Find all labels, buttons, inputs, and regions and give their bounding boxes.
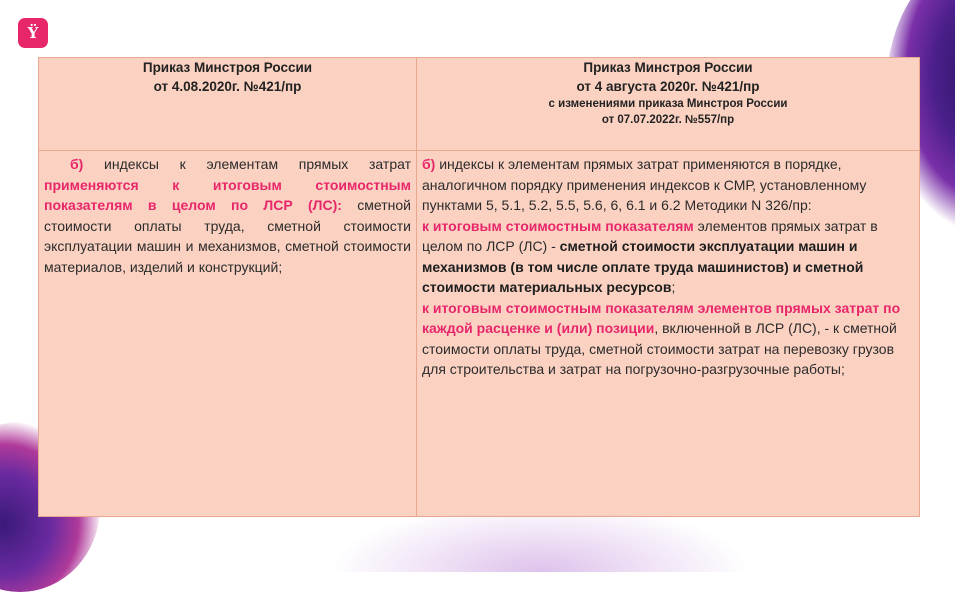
logo-icon — [18, 18, 48, 48]
right-header-line2: от 4 августа 2020г. №421/пр — [576, 79, 760, 94]
right-body-cell — [417, 151, 920, 517]
right-highlight-1: к итоговым стоимостным показателям — [422, 217, 694, 234]
left-body-text — [39, 151, 416, 277]
left-text-2: сметной стоимости оплаты труда, сметной стоимости эксплуатации машин и механизмов, сметной стоимости материалов, изделий и конструкций; — [44, 197, 411, 275]
left-header-line1: Приказ Минстроя России — [142, 60, 313, 75]
right-header-line4: от 07.07.2022г. №557/пр — [601, 114, 735, 126]
right-bold-1: сметной стоимости эксплуатации машин и механизмов (в том числе оплате труда машинистов) и сметной стоимости материальных ресурсов — [422, 238, 864, 295]
right-header-cell — [417, 58, 920, 151]
logo-glyph: Ϋ — [27, 24, 39, 42]
left-body-cell — [39, 151, 417, 517]
left-header-cell — [39, 58, 417, 151]
right-text-1: индексы к элементам прямых затрат применяются в порядке, аналогичном порядку применения индексов к СМР, установленному пунктами 5, 5.1, 5.2, 5.5, 5.6, 6, 6.1 и 6.2 Методики N 326/пр: — [422, 156, 867, 213]
left-highlight-1: применяются к итоговым стоимостным показателям в целом по ЛСР (ЛС): — [44, 176, 411, 213]
table-header-row — [39, 58, 920, 151]
right-header-line3: с изменениями приказа Минстроя России — [548, 98, 788, 110]
right-text-4: , включенной в ЛСР (ЛС), - к сметной стоимости оплаты труда, сметной стоимости затрат на перевозку грузов для строительства и затрат на погрузочно-разгрузочные работы; — [422, 320, 897, 377]
left-header-line2: от 4.08.2020г. №421/пр — [153, 79, 302, 94]
right-highlight-2: к итоговым стоимостным показателям элементов прямых затрат по каждой расценке и (или) позиции — [422, 299, 901, 336]
right-text-2: элементов прямых затрат в целом по ЛСР (ЛС) - — [422, 217, 878, 254]
left-prefix: б) — [70, 156, 84, 172]
left-text-1: индексы к элементам прямых затрат — [83, 156, 411, 172]
right-prefix: б) — [422, 156, 436, 172]
comparison-table — [38, 57, 920, 517]
right-body-text — [417, 151, 919, 380]
table-body-row — [39, 151, 920, 517]
right-text-3: ; — [671, 279, 676, 295]
right-header-line1: Приказ Минстроя России — [583, 60, 753, 75]
